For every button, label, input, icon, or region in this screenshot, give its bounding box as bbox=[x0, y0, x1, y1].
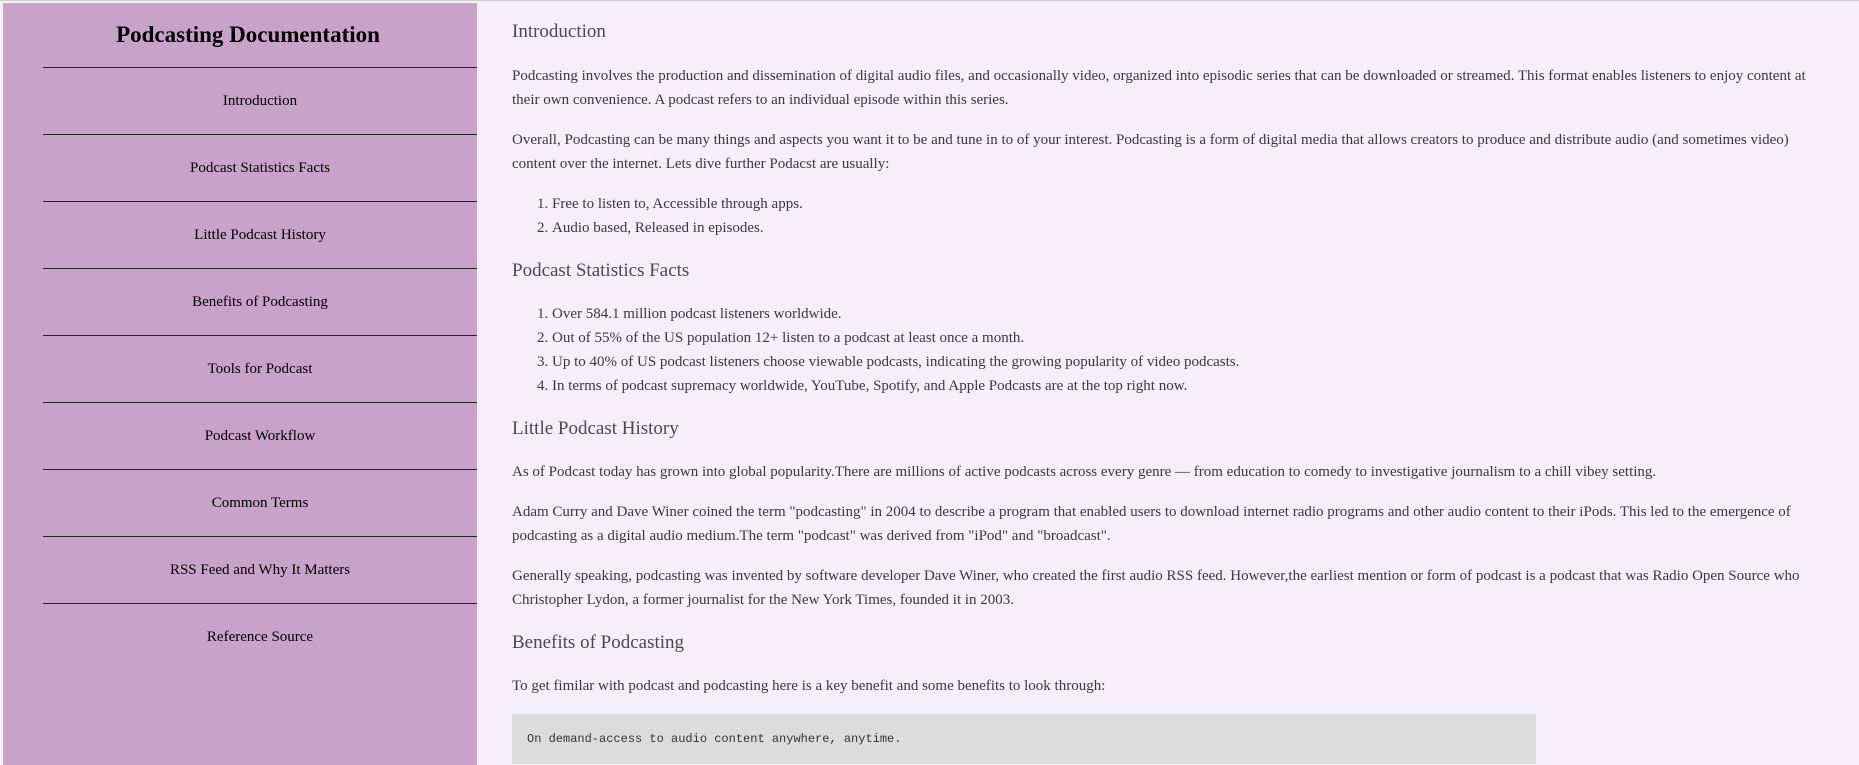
nav-item-tools[interactable] bbox=[43, 335, 477, 402]
list-item: 2. Audio based, Released in episodes. bbox=[552, 216, 1832, 240]
history-paragraph-2: Adam Curry and Dave Winer coined the term "podcasting" in 2004 to describe a program that enabled users to download internet radio programs and other audio content to their iPods. This led to the emergence of podcasting as a digital audio medium.The term "podcast" was derived from "iPod" and "broadcast". bbox=[512, 504, 1791, 544]
nav-link-history[interactable]: Little Podcast History bbox=[194, 226, 326, 243]
nav-link-benefits[interactable]: Benefits of Podcasting bbox=[192, 293, 328, 310]
benefits-paragraph-1: To get fimilar with podcast and podcasting here is a key benefit and some benefits to look through: bbox=[512, 678, 1106, 694]
sidebar-title: Podcasting Documentation bbox=[116, 22, 380, 47]
intro-list bbox=[512, 192, 1832, 240]
nav-item-common-terms[interactable] bbox=[43, 469, 477, 536]
sidebar-nav bbox=[3, 3, 477, 765]
code-text: On demand-access to audio content anywhere, anytime. bbox=[527, 732, 902, 746]
list-item: 1. Free to listen to, Accessible through apps. bbox=[552, 192, 1832, 216]
nav-link-statistics[interactable]: Podcast Statistics Facts bbox=[190, 159, 330, 176]
nav-link-introduction[interactable]: Introduction bbox=[222, 92, 298, 109]
nav-link-workflow[interactable]: Podcast Workflow bbox=[204, 427, 316, 444]
nav-item-introduction[interactable] bbox=[43, 67, 477, 134]
code-block bbox=[512, 714, 1536, 764]
list-item: 4. In terms of podcast supremacy worldwide, YouTube, Spotify, and Apple Podcasts are at the top right now. bbox=[552, 374, 1832, 398]
nav-item-rss-feed[interactable] bbox=[43, 536, 477, 603]
statistics-list bbox=[512, 302, 1832, 398]
list-item: 1. Over 584.1 million podcast listeners worldwide. bbox=[552, 302, 1832, 326]
heading-statistics: Podcast Statistics Facts bbox=[512, 260, 690, 281]
heading-history: Little Podcast History bbox=[512, 418, 679, 439]
history-paragraph-3: Generally speaking, podcasting was invented by software developer Dave Winer, who created the first audio RSS feed. However,the earliest mention or form of podcast is a podcast that was Radio Open Source who Christopher Lydon, a former journalist for the New York Times, founded it in 2003. bbox=[512, 568, 1800, 608]
list-item: 2. Out of 55% of the US population 12+ listen to a podcast at least once a month. bbox=[552, 326, 1832, 350]
list-item: 3. Up to 40% of US podcast listeners choose viewable podcasts, indicating the growing popularity of video podcasts. bbox=[552, 350, 1832, 374]
nav-link-rss-feed[interactable]: RSS Feed and Why It Matters bbox=[169, 561, 351, 578]
nav-link-common-terms[interactable]: Common Terms bbox=[211, 494, 309, 511]
intro-paragraph-2: Overall, Podcasting can be many things and aspects you want it to be and tune in to of your interest. Podcasting is a form of digital media that allows creators to produce and distribute audio (and sometimes video) content over the internet. Lets dive further Podacst are usually: bbox=[512, 132, 1789, 172]
nav-item-statistics[interactable] bbox=[43, 134, 477, 201]
nav-item-workflow[interactable] bbox=[43, 402, 477, 469]
nav-item-history[interactable] bbox=[43, 201, 477, 268]
heading-benefits: Benefits of Podcasting bbox=[512, 632, 685, 653]
history-paragraph-1: As of Podcast today has grown into global popularity.There are millions of active podcasts across every genre — from education to comedy to investigative journalism to a chill vibey setting. bbox=[512, 464, 1657, 480]
nav-link-reference[interactable]: Reference Source bbox=[206, 628, 314, 645]
nav-link-tools[interactable]: Tools for Podcast bbox=[207, 360, 313, 377]
heading-introduction: Introduction bbox=[512, 21, 606, 42]
nav-item-benefits[interactable] bbox=[43, 268, 477, 335]
intro-paragraph-1: Podcasting involves the production and dissemination of digital audio files, and occasionally video, organized into episodic series that can be downloaded or streamed. This format enables listeners to enjoy content at their own convenience. A podcast refers to an individual episode within this series. bbox=[512, 68, 1806, 108]
nav-item-reference[interactable] bbox=[43, 603, 477, 670]
nav-list bbox=[3, 67, 477, 670]
